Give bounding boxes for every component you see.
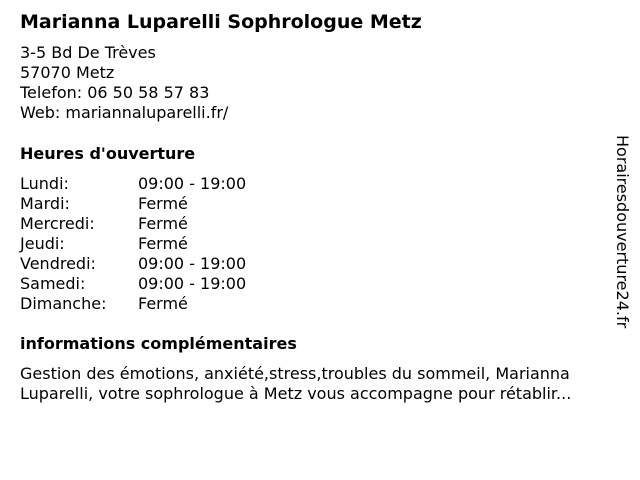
day-label: Vendredi: (20, 254, 96, 273)
day-label: Jeudi: (20, 234, 65, 253)
site-watermark: Horairesdouverture24.fr (613, 135, 632, 329)
day-label: Samedi: (20, 274, 86, 293)
phone-number: Telefon: 06 50 58 57 83 (20, 83, 210, 102)
day-label: Lundi: (20, 174, 69, 193)
hours-row-samedi (20, 274, 246, 294)
hours-value: 09:00 - 19:00 (138, 274, 247, 293)
hours-row-lundi (20, 174, 246, 194)
hours-value: Fermé (138, 214, 188, 233)
hours-value: 09:00 - 19:00 (138, 174, 247, 193)
info-heading: informations complémentaires (20, 334, 297, 353)
day-label: Dimanche: (20, 294, 107, 313)
day-label: Mercredi: (20, 214, 95, 233)
hours-row-mercredi (20, 214, 246, 234)
hours-heading: Heures d'ouverture (20, 144, 196, 163)
hours-row-jeudi (20, 234, 246, 254)
business-name: Marianna Luparelli Sophrologue Metz (20, 11, 422, 33)
address-block (20, 43, 228, 123)
opening-hours-table (20, 174, 246, 314)
day-label: Mardi: (20, 194, 70, 213)
hours-value: Fermé (138, 234, 188, 253)
hours-value: Fermé (138, 194, 188, 213)
hours-value: 09:00 - 19:00 (138, 254, 247, 273)
website-link[interactable]: Web: mariannaluparelli.fr/ (20, 103, 229, 122)
hours-row-vendredi (20, 254, 246, 274)
hours-row-mardi (20, 194, 246, 214)
street-address: 3-5 Bd De Trèves (20, 43, 156, 62)
info-description: Gestion des émotions, anxiété,stress,troubles du sommeil, Marianna Luparelli, votre sophrologue à Metz vous accompagne pour rétablir... (20, 364, 572, 403)
hours-row-dimanche (20, 294, 246, 314)
city-postcode: 57070 Metz (20, 63, 115, 82)
hours-value: Fermé (138, 294, 188, 313)
